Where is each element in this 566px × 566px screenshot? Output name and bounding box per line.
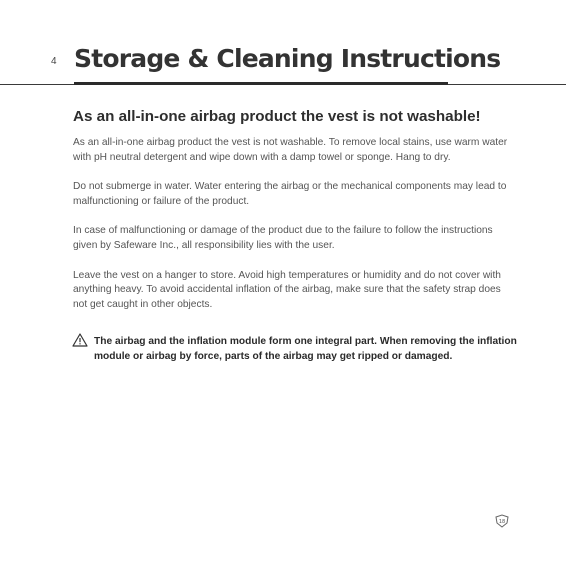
section-subtitle: As an all-in-one airbag product the vest is not washable! [73,108,481,125]
warning-triangle-icon [72,333,88,347]
paragraph-storage: Leave the vest on a hanger to store. Avoid high temperatures or humidity and do not cover with anything heavy. To avoid accidental inflation of the airbag, make sure that the safety strap does not get caught in other objects. [73,269,501,310]
page-number: 18 [498,519,506,526]
title-underline [74,82,448,85]
paragraph-water-warning: Do not submerge in water. Water entering the airbag or the mechanical components may lead to malfunctioning or failure of the product. [73,181,507,207]
section-number: 4 [51,56,57,67]
page-title: Storage & Cleaning Instructions [74,44,501,73]
warning-text: The airbag and the inflation module form one integral part. When removing the inflation module or airbag by force, parts of the airbag may get ripped or damaged. [94,336,517,362]
main-content [73,108,513,327]
paragraph-cleaning: As an all-in-one airbag product the vest is not washable. To remove local stains, use warm water with pH neutral detergent and wipe down with a damp towel or sponge. Hang to dry. [73,137,508,163]
paragraph-responsibility: In case of malfunctioning or damage of the product due to the failure to follow the instructions given by Safeware Inc., all responsibility lies with the user. [73,225,493,251]
brand-shield-logo [494,514,510,528]
